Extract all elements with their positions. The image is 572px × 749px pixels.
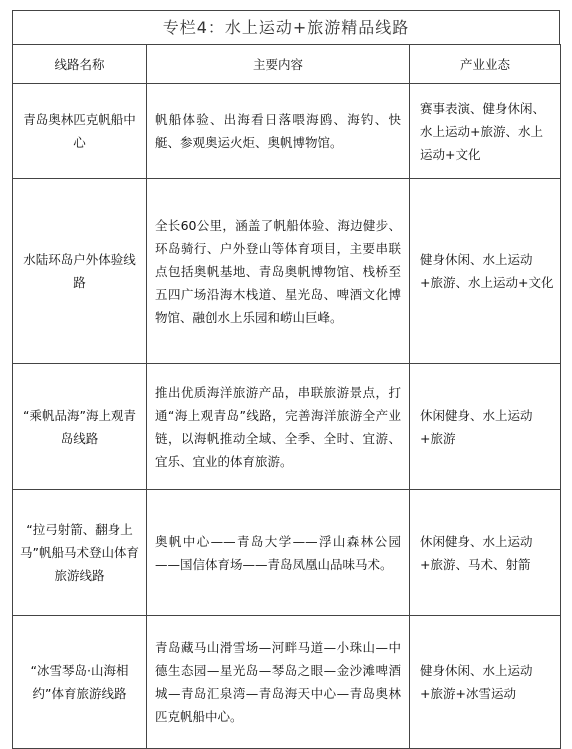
route-format: 休闲健身、水上运动+旅游: [410, 364, 561, 490]
route-format: 健身休闲、水上运动+旅游、水上运动+文化: [410, 179, 561, 364]
route-name: 水陆环岛户外体验线路: [13, 179, 147, 364]
table-row: [13, 490, 561, 616]
table-title: 专栏4：水上运动+旅游精品线路: [12, 10, 560, 44]
route-content: 全长60公里，涵盖了帆船体验、海边健步、环岛骑行、户外登山等体育项目，主要串联点包括奥帆基地、青岛奥帆博物馆、栈桥至五四广场沿海木栈道、星光岛、啤酒文化博物馆、融创水上乐园和崂山巨峰。: [147, 179, 410, 364]
route-name: “乘帆品海”海上观青岛线路: [13, 364, 147, 490]
header-name: 线路名称: [13, 45, 147, 84]
table-row: [13, 364, 561, 490]
header-content: 主要内容: [147, 45, 410, 84]
route-content: 帆船体验、出海看日落喂海鸥、海钓、快艇、参观奥运火炬、奥帆博物馆。: [147, 84, 410, 179]
route-name: 青岛奥林匹克帆船中心: [13, 84, 147, 179]
route-format: 休闲健身、水上运动+旅游、马术、射箭: [410, 490, 561, 616]
route-name: “冰雪琴岛·山海相约”体育旅游线路: [13, 616, 147, 749]
route-format: 健身休闲、水上运动+旅游+冰雪运动: [410, 616, 561, 749]
header-format: 产业业态: [410, 45, 561, 84]
route-content: 奥帆中心——青岛大学——浮山森林公园——国信体育场——青岛凤凰山品味马术。: [147, 490, 410, 616]
route-name: “拉弓射箭、翻身上马”帆船马术登山体育旅游线路: [13, 490, 147, 616]
route-content: 推出优质海洋旅游产品，串联旅游景点，打通“海上观青岛”线路，完善海洋旅游全产业链，以海帆推动全域、全季、全时、宜游、宜乐、宜业的体育旅游。: [147, 364, 410, 490]
table-header-row: [13, 45, 561, 84]
table-row: [13, 84, 561, 179]
routes-table: [12, 44, 561, 749]
table-row: [13, 616, 561, 749]
table-row: [13, 179, 561, 364]
route-content: 青岛藏马山滑雪场—河畔马道—小珠山—中德生态园—星光岛—琴岛之眼—金沙滩啤酒城—青岛汇泉湾—青岛海天中心—青岛奥林匹克帆船中心。: [147, 616, 410, 749]
document-table-box: [12, 10, 560, 749]
route-format: 赛事表演、健身休闲、水上运动+旅游、水上运动+文化: [410, 84, 561, 179]
